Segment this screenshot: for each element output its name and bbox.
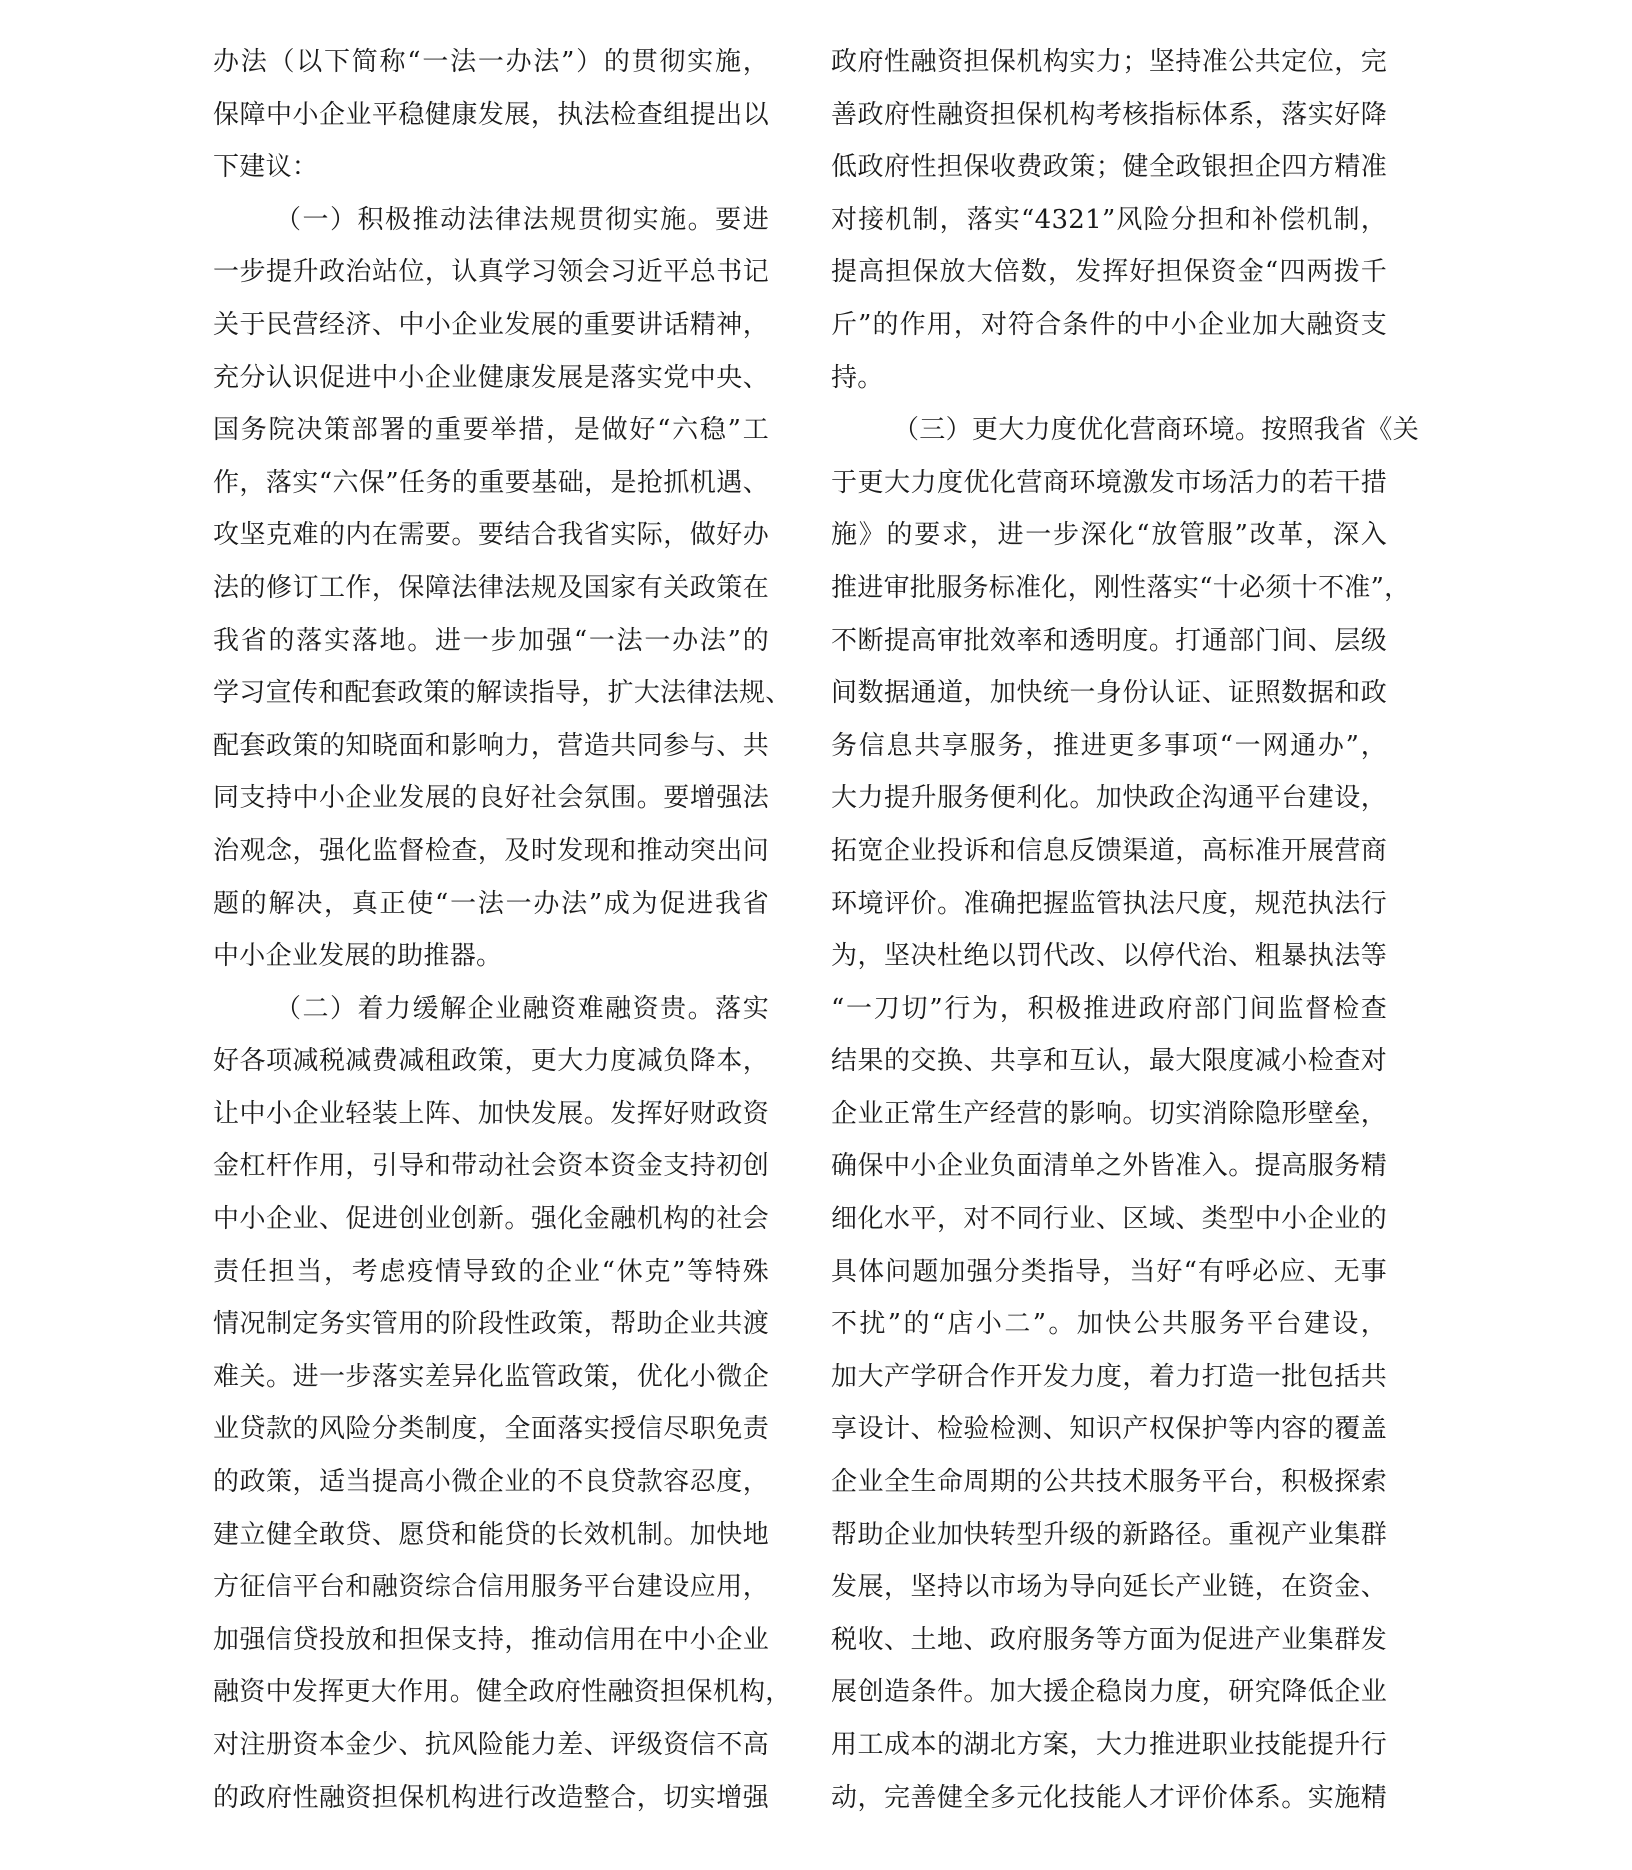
text-line: 斤”的作用，对符合条件的中小企业加大融资支 bbox=[831, 309, 1387, 340]
text-line: 细化水平，对不同行业、区域、类型中小企业的 bbox=[831, 1204, 1387, 1235]
text-line: 好各项减税减费减租政策，更大力度减负降本， bbox=[213, 1046, 769, 1077]
text-line: 企业正常生产经营的影响。切实消除隐形壁垒， bbox=[831, 1098, 1387, 1129]
text-line: 低政府性担保收费政策；健全政银担企四方精准 bbox=[831, 152, 1387, 183]
text-line: 对注册资本金少、抗风险能力差、评级资信不高 bbox=[213, 1730, 769, 1760]
text-line: 用工成本的湖北方案，大力推进职业技能提升行 bbox=[831, 1730, 1387, 1760]
text-line: 推进审批服务标准化，刚性落实“十必须十不准”， bbox=[831, 572, 1411, 603]
text-line: 建立健全敢贷、愿贷和能贷的长效机制。加快地 bbox=[213, 1519, 769, 1550]
text-line: 施》的要求，进一步深化“放管服”改革，深入 bbox=[831, 520, 1387, 551]
text-line: 学习宣传和配套政策的解读指导，扩大法律法规、 bbox=[213, 678, 792, 709]
text-line: 环境评价。准确把握监管执法尺度，规范执法行 bbox=[831, 888, 1387, 919]
text-line: 帮助企业加快转型升级的新路径。重视产业集群 bbox=[831, 1519, 1387, 1550]
text-line: 治观念，强化监督检查，及时发现和推动突出问 bbox=[213, 835, 769, 866]
left-column bbox=[213, 36, 792, 1824]
text-line: 关于民营经济、中小企业发展的重要讲话精神， bbox=[213, 309, 769, 340]
text-line: 中小企业发展的助推器。 bbox=[213, 941, 503, 972]
text-line: 展创造条件。加大援企稳岗力度，研究降低企业 bbox=[831, 1677, 1387, 1708]
text-line: 难关。进一步落实差异化监管政策，优化小微企 bbox=[213, 1361, 769, 1392]
text-line: 金杠杆作用，引导和带动社会资本资金支持初创 bbox=[213, 1151, 769, 1182]
text-line: 题的解决，真正使“一法一办法”成为促进我省 bbox=[213, 888, 769, 919]
text-line: 情况制定务实管用的阶段性政策，帮助企业共渡 bbox=[213, 1309, 769, 1340]
text-line: 对接机制，落实“4321”风险分担和补偿机制， bbox=[831, 204, 1387, 235]
text-line: 具体问题加强分类指导，当好“有呼必应、无事 bbox=[831, 1256, 1387, 1287]
text-line: 同支持中小企业发展的良好社会氛围。要增强法 bbox=[213, 783, 769, 814]
text-line: 责任担当，考虑疫情导致的企业“休克”等特殊 bbox=[213, 1256, 769, 1287]
text-line: 加强信贷投放和担保支持，推动信用在中小企业 bbox=[213, 1624, 769, 1655]
text-line: 方征信平台和融资综合信用服务平台建设应用， bbox=[213, 1572, 769, 1603]
text-line: 税收、土地、政府服务等方面为促进产业集群发 bbox=[831, 1624, 1387, 1655]
text-line: 为，坚决杜绝以罚代改、以停代治、粗暴执法等 bbox=[831, 941, 1387, 972]
text-line: （三）更大力度优化营商环境。按照我省《关 bbox=[893, 415, 1420, 446]
text-line: 企业全生命周期的公共技术服务平台，积极探索 bbox=[831, 1467, 1387, 1498]
text-line: 务信息共享服务，推进更多事项“一网通办”， bbox=[831, 730, 1387, 761]
text-line: 国务院决策部署的重要举措，是做好“六稳”工 bbox=[213, 415, 769, 446]
text-line: 间数据通道，加快统一身份认证、证照数据和政 bbox=[831, 678, 1387, 709]
text-line: 大力提升服务便利化。加快政企沟通平台建设， bbox=[831, 783, 1387, 814]
text-line: 攻坚克难的内在需要。要结合我省实际，做好办 bbox=[213, 520, 769, 551]
text-line: 不扰”的“店小二”。加快公共服务平台建设， bbox=[831, 1309, 1387, 1340]
text-line: 于更大力度优化营商环境激发市场活力的若干措 bbox=[831, 467, 1387, 498]
text-line: （一）积极推动法律法规贯彻实施。要进 bbox=[275, 204, 769, 235]
text-line: 确保中小企业负面清单之外皆准入。提高服务精 bbox=[831, 1151, 1387, 1182]
text-line: 充分认识促进中小企业健康发展是落实党中央、 bbox=[213, 362, 769, 393]
text-line: （二）着力缓解企业融资难融资贵。落实 bbox=[275, 993, 769, 1024]
text-line: 的政策，适当提高小微企业的不良贷款容忍度， bbox=[213, 1467, 769, 1498]
text-line: 融资中发挥更大作用。健全政府性融资担保机构， bbox=[213, 1677, 792, 1708]
text-line: 持。 bbox=[831, 362, 884, 393]
text-line: 享设计、检验检测、知识产权保护等内容的覆盖 bbox=[831, 1414, 1387, 1445]
text-line: 一步提升政治站位，认真学习领会习近平总书记 bbox=[213, 257, 769, 288]
text-line: 的政府性融资担保机构进行改造整合，切实增强 bbox=[213, 1782, 769, 1813]
text-line: 政府性融资担保机构实力；坚持准公共定位，完 bbox=[831, 47, 1387, 77]
text-line: 我省的落实落地。进一步加强“一法一办法”的 bbox=[213, 625, 769, 656]
text-line: 让中小企业轻装上阵、加快发展。发挥好财政资 bbox=[213, 1098, 769, 1129]
text-line: 配套政策的知晓面和影响力，营造共同参与、共 bbox=[213, 730, 769, 761]
text-line: “一刀切”行为，积极推进政府部门间监督检查 bbox=[831, 993, 1387, 1024]
text-line: 结果的交换、共享和互认，最大限度减小检查对 bbox=[831, 1046, 1387, 1077]
text-line: 发展，坚持以市场为导向延长产业链，在资金、 bbox=[831, 1572, 1387, 1603]
text-line: 下建议： bbox=[213, 152, 319, 183]
text-line: 办法（以下简称“一法一办法”）的贯彻实施， bbox=[213, 47, 769, 77]
text-line: 中小企业、促进创业创新。强化金融机构的社会 bbox=[213, 1204, 769, 1235]
right-column bbox=[831, 36, 1420, 1824]
text-line: 不断提高审批效率和透明度。打通部门间、层级 bbox=[831, 625, 1387, 656]
text-line: 保障中小企业平稳健康发展，执法检查组提出以 bbox=[213, 99, 769, 130]
text-line: 法的修订工作，保障法律法规及国家有关政策在 bbox=[213, 572, 769, 603]
text-line: 加大产学研合作开发力度，着力打造一批包括共 bbox=[831, 1361, 1387, 1392]
text-line: 动，完善健全多元化技能人才评价体系。实施精 bbox=[831, 1782, 1387, 1813]
text-line: 善政府性融资担保机构考核指标体系，落实好降 bbox=[831, 99, 1387, 130]
text-line: 拓宽企业投诉和信息反馈渠道，高标准开展营商 bbox=[831, 835, 1387, 866]
text-line: 提高担保放大倍数，发挥好担保资金“四两拨千 bbox=[831, 257, 1387, 288]
text-line: 作，落实“六保”任务的重要基础，是抢抓机遇、 bbox=[213, 467, 769, 498]
text-line: 业贷款的风险分类制度，全面落实授信尽职免责 bbox=[213, 1414, 769, 1445]
